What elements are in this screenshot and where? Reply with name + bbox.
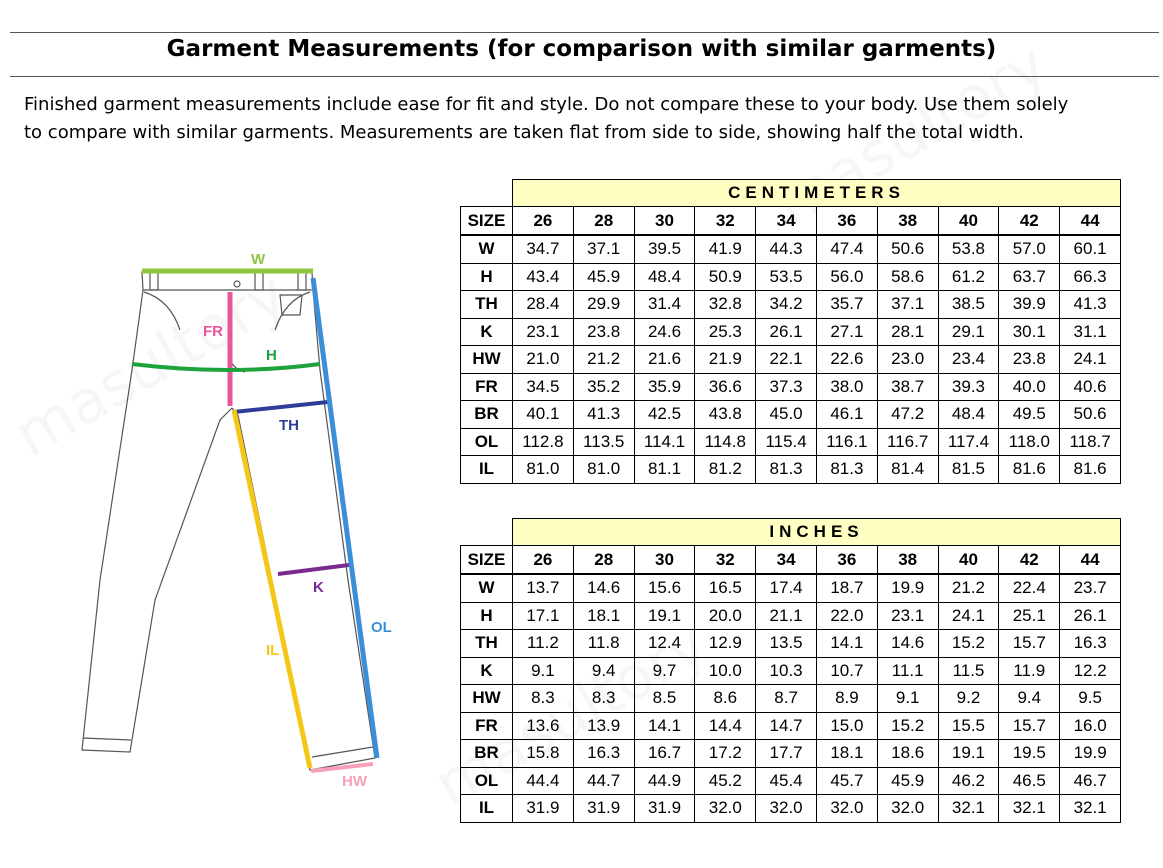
measurement-cell: 14.6: [877, 630, 938, 658]
measurement-cell: 41.3: [1060, 291, 1121, 319]
measurement-cell: 41.9: [695, 235, 756, 263]
measurement-cell: 28.1: [877, 318, 938, 346]
measurement-cell: 31.4: [634, 291, 695, 319]
k-line: [278, 565, 349, 574]
measurement-cell: 37.3: [756, 373, 817, 401]
measurement-cell: 114.1: [634, 428, 695, 456]
measurement-cell: 38.7: [877, 373, 938, 401]
measurement-cell: 18.7: [816, 574, 877, 602]
size-column-header: 30: [634, 207, 695, 236]
measurement-cell: 29.1: [938, 318, 999, 346]
measurement-cell: 45.0: [756, 401, 817, 429]
measurement-cell: 16.3: [573, 740, 634, 768]
measurement-cell: 30.1: [999, 318, 1060, 346]
measurement-cell: 39.5: [634, 235, 695, 263]
measurement-cell: 12.9: [695, 630, 756, 658]
table-row: [461, 767, 1121, 795]
table-row: [461, 602, 1121, 630]
size-column-header: 42: [999, 546, 1060, 575]
inches-table: [460, 518, 1121, 823]
row-label: H: [461, 602, 513, 630]
measurement-cell: 81.2: [695, 456, 756, 484]
row-label: HW: [461, 685, 513, 713]
measurement-cell: 61.2: [938, 263, 999, 291]
row-label: FR: [461, 712, 513, 740]
size-column-header: 38: [877, 546, 938, 575]
top-rule: [10, 32, 1159, 33]
measurement-cell: 42.5: [634, 401, 695, 429]
measurement-cell: 81.6: [1060, 456, 1121, 484]
measurement-cell: 31.1: [1060, 318, 1121, 346]
measurement-cell: 13.7: [513, 574, 574, 602]
measurement-cell: 20.0: [695, 602, 756, 630]
measurement-cell: 17.7: [756, 740, 817, 768]
measurement-cell: 81.4: [877, 456, 938, 484]
table-row: [461, 456, 1121, 484]
measurement-cell: 32.8: [695, 291, 756, 319]
ol-line: [313, 278, 377, 758]
h-line: [132, 364, 320, 370]
size-column-header: 32: [695, 207, 756, 236]
measurement-cell: 24.1: [1060, 346, 1121, 374]
measurement-cell: 49.5: [999, 401, 1060, 429]
measurement-cell: 9.1: [877, 685, 938, 713]
measurement-cell: 22.4: [999, 574, 1060, 602]
unit-header: CENTIMETERS: [513, 180, 1121, 207]
label-ol: OL: [371, 619, 392, 636]
measurement-cell: 48.4: [634, 263, 695, 291]
measurement-cell: 16.5: [695, 574, 756, 602]
measurement-cell: 21.6: [634, 346, 695, 374]
measurement-cell: 26.1: [1060, 602, 1121, 630]
size-column-header: 42: [999, 207, 1060, 236]
right-hem: [312, 747, 373, 757]
measurement-cell: 8.6: [695, 685, 756, 713]
measurement-cell: 50.6: [877, 235, 938, 263]
measurement-cell: 39.9: [999, 291, 1060, 319]
table-row: [461, 235, 1121, 263]
measurement-cell: 15.2: [877, 712, 938, 740]
measurement-cell: 40.6: [1060, 373, 1121, 401]
measurement-cell: 31.9: [513, 795, 574, 823]
measurement-cell: 15.5: [938, 712, 999, 740]
measurement-cell: 22.0: [816, 602, 877, 630]
measurement-cell: 117.4: [938, 428, 999, 456]
measurement-cell: 41.3: [573, 401, 634, 429]
measurement-cell: 8.7: [756, 685, 817, 713]
measurement-cell: 32.0: [816, 795, 877, 823]
measurement-cell: 25.3: [695, 318, 756, 346]
table-row: [461, 712, 1121, 740]
measurement-cell: 21.2: [573, 346, 634, 374]
measurement-cell: 45.2: [695, 767, 756, 795]
row-label: BR: [461, 401, 513, 429]
measurement-cell: 9.7: [634, 657, 695, 685]
table-row: [461, 373, 1121, 401]
measurement-cell: 32.1: [999, 795, 1060, 823]
measurement-cell: 23.1: [513, 318, 574, 346]
measurement-cell: 47.2: [877, 401, 938, 429]
row-label: W: [461, 574, 513, 602]
measurement-cell: 17.4: [756, 574, 817, 602]
measurement-cell: 21.9: [695, 346, 756, 374]
row-label: FR: [461, 373, 513, 401]
measurement-cell: 116.1: [816, 428, 877, 456]
measurement-cell: 12.2: [1060, 657, 1121, 685]
measurement-cell: 38.5: [938, 291, 999, 319]
measurement-cell: 23.7: [1060, 574, 1121, 602]
measurement-cell: 17.1: [513, 602, 574, 630]
measurement-cell: 9.4: [573, 657, 634, 685]
measurement-cell: 53.8: [938, 235, 999, 263]
label-th: TH: [279, 417, 299, 434]
measurement-cell: 23.8: [573, 318, 634, 346]
measurement-cell: 9.1: [513, 657, 574, 685]
measurement-cell: 118.0: [999, 428, 1060, 456]
table-row: [461, 263, 1121, 291]
measurement-cell: 36.6: [695, 373, 756, 401]
measurement-cell: 15.7: [999, 630, 1060, 658]
measurement-cell: 114.8: [695, 428, 756, 456]
measurement-cell: 46.1: [816, 401, 877, 429]
row-label: H: [461, 263, 513, 291]
measurement-cell: 13.6: [513, 712, 574, 740]
measurement-cell: 32.1: [1060, 795, 1121, 823]
measurement-cell: 32.0: [877, 795, 938, 823]
measurement-cell: 8.9: [816, 685, 877, 713]
measurement-cell: 66.3: [1060, 263, 1121, 291]
intro-line-1: Finished garment measurements include ease for fit and style. Do not compare these to your body. Use them solely: [24, 94, 1069, 115]
label-il: IL: [266, 642, 280, 659]
size-column-header: 44: [1060, 546, 1121, 575]
measurement-cell: 46.2: [938, 767, 999, 795]
measurement-cell: 12.4: [634, 630, 695, 658]
measurement-cell: 44.3: [756, 235, 817, 263]
measurement-cell: 39.3: [938, 373, 999, 401]
empty-corner: [461, 180, 513, 207]
measurement-cell: 46.5: [999, 767, 1060, 795]
measurement-cell: 81.1: [634, 456, 695, 484]
measurement-cell: 18.1: [573, 602, 634, 630]
front-pocket-left: [144, 292, 180, 330]
label-h: H: [266, 347, 277, 364]
measurement-cell: 38.0: [816, 373, 877, 401]
measurement-cell: 14.1: [634, 712, 695, 740]
measurement-cell: 37.1: [573, 235, 634, 263]
measurement-cell: 115.4: [756, 428, 817, 456]
measurement-cell: 23.0: [877, 346, 938, 374]
measurement-cell: 11.2: [513, 630, 574, 658]
measurement-cell: 21.0: [513, 346, 574, 374]
measurement-cell: 45.9: [573, 263, 634, 291]
table-row: [461, 740, 1121, 768]
size-column-header: 44: [1060, 207, 1121, 236]
measurement-cell: 116.7: [877, 428, 938, 456]
measurement-cell: 44.7: [573, 767, 634, 795]
measurement-cell: 18.1: [816, 740, 877, 768]
measurement-cell: 56.0: [816, 263, 877, 291]
measurement-cell: 31.9: [573, 795, 634, 823]
measurement-cell: 43.8: [695, 401, 756, 429]
measurement-cell: 37.1: [877, 291, 938, 319]
page-title: Garment Measurements (for comparison with similar garments): [166, 36, 997, 62]
size-column-header: 40: [938, 546, 999, 575]
measurement-cell: 58.6: [877, 263, 938, 291]
table-row: [461, 291, 1121, 319]
measurement-cell: 11.8: [573, 630, 634, 658]
measurement-cell: 29.9: [573, 291, 634, 319]
size-column-header: 28: [573, 207, 634, 236]
measurement-cell: 17.2: [695, 740, 756, 768]
centimeters-table: [460, 179, 1121, 484]
measurement-cell: 40.1: [513, 401, 574, 429]
measurement-cell: 8.5: [634, 685, 695, 713]
measurement-cell: 19.1: [938, 740, 999, 768]
size-header: SIZE: [461, 207, 513, 236]
table-row: [461, 401, 1121, 429]
size-column-header: 34: [756, 546, 817, 575]
label-w: W: [251, 251, 266, 268]
size-column-header: 28: [573, 546, 634, 575]
measurement-cell: 34.7: [513, 235, 574, 263]
row-label: OL: [461, 767, 513, 795]
table-row: [461, 657, 1121, 685]
measurement-cell: 22.1: [756, 346, 817, 374]
empty-corner: [461, 519, 513, 546]
measurement-cell: 27.1: [816, 318, 877, 346]
left-leg-outline: [82, 290, 232, 752]
row-label: BR: [461, 740, 513, 768]
measurement-cell: 81.3: [816, 456, 877, 484]
measurement-cell: 14.6: [573, 574, 634, 602]
measurement-cell: 48.4: [938, 401, 999, 429]
measurement-cell: 28.4: [513, 291, 574, 319]
measurement-cell: 63.7: [999, 263, 1060, 291]
measurement-cell: 11.1: [877, 657, 938, 685]
measurement-cell: 15.0: [816, 712, 877, 740]
measurement-cell: 35.9: [634, 373, 695, 401]
measurement-cell: 11.9: [999, 657, 1060, 685]
measurement-cell: 50.6: [1060, 401, 1121, 429]
measurement-cell: 21.2: [938, 574, 999, 602]
row-label: TH: [461, 630, 513, 658]
row-label: W: [461, 235, 513, 263]
size-column-header: 32: [695, 546, 756, 575]
measurement-cell: 35.7: [816, 291, 877, 319]
measurement-cell: 23.8: [999, 346, 1060, 374]
title-rule: [10, 76, 1159, 77]
measurement-cell: 40.0: [999, 373, 1060, 401]
size-column-header: 36: [816, 546, 877, 575]
measurement-cell: 118.7: [1060, 428, 1121, 456]
measurement-cell: 10.3: [756, 657, 817, 685]
measurement-cell: 50.9: [695, 263, 756, 291]
measurement-cell: 9.4: [999, 685, 1060, 713]
measurement-cell: 16.3: [1060, 630, 1121, 658]
il-line: [234, 410, 310, 768]
measurement-cell: 81.3: [756, 456, 817, 484]
measurement-cell: 14.1: [816, 630, 877, 658]
measurement-cell: 9.5: [1060, 685, 1121, 713]
size-column-header: 36: [816, 207, 877, 236]
row-label: IL: [461, 795, 513, 823]
measurement-cell: 32.1: [938, 795, 999, 823]
row-label: TH: [461, 291, 513, 319]
size-column-header: 38: [877, 207, 938, 236]
measurement-cell: 81.0: [573, 456, 634, 484]
right-leg-outline: [232, 290, 375, 770]
measurement-cell: 15.8: [513, 740, 574, 768]
measurement-cell: 8.3: [573, 685, 634, 713]
measurement-cell: 35.2: [573, 373, 634, 401]
table-row: [461, 318, 1121, 346]
label-k: K: [313, 579, 324, 596]
label-fr: FR: [203, 323, 223, 340]
measurement-cell: 18.6: [877, 740, 938, 768]
measurement-cell: 16.7: [634, 740, 695, 768]
measurement-cell: 47.4: [816, 235, 877, 263]
measurement-cell: 13.5: [756, 630, 817, 658]
intro-text: [24, 91, 1144, 147]
size-column-header: 34: [756, 207, 817, 236]
measurement-cell: 24.6: [634, 318, 695, 346]
measurement-cell: 25.1: [999, 602, 1060, 630]
row-label: OL: [461, 428, 513, 456]
measurement-cell: 81.5: [938, 456, 999, 484]
measurement-cell: 32.0: [756, 795, 817, 823]
measurement-cell: 15.2: [938, 630, 999, 658]
measurement-cell: 16.0: [1060, 712, 1121, 740]
table-row: [461, 574, 1121, 602]
size-header: SIZE: [461, 546, 513, 575]
measurement-cell: 11.5: [938, 657, 999, 685]
belt-loop: [298, 272, 306, 290]
measurement-cell: 19.5: [999, 740, 1060, 768]
measurement-cell: 22.6: [816, 346, 877, 374]
button-outline: [234, 281, 240, 287]
row-label: IL: [461, 456, 513, 484]
measurement-cell: 44.9: [634, 767, 695, 795]
measurement-cell: 44.4: [513, 767, 574, 795]
table-row: [461, 685, 1121, 713]
label-hw: HW: [342, 773, 367, 790]
measurement-cell: 23.4: [938, 346, 999, 374]
waistband-outline: [142, 272, 313, 290]
measurement-cell: 23.1: [877, 602, 938, 630]
row-label: K: [461, 657, 513, 685]
measurement-cell: 8.3: [513, 685, 574, 713]
table-row: [461, 346, 1121, 374]
belt-loop: [255, 272, 263, 290]
measurement-cell: 45.7: [816, 767, 877, 795]
th-line: [234, 402, 328, 412]
size-column-header: 30: [634, 546, 695, 575]
measurement-cell: 32.0: [695, 795, 756, 823]
measurement-cell: 34.2: [756, 291, 817, 319]
row-label: HW: [461, 346, 513, 374]
table-row: [461, 795, 1121, 823]
measurement-cell: 81.0: [513, 456, 574, 484]
measurement-cell: 45.4: [756, 767, 817, 795]
measurement-cell: 81.6: [999, 456, 1060, 484]
measurement-cell: 31.9: [634, 795, 695, 823]
measurement-cell: 19.9: [1060, 740, 1121, 768]
measurement-cell: 10.0: [695, 657, 756, 685]
measurement-cell: 15.6: [634, 574, 695, 602]
measurement-cell: 14.4: [695, 712, 756, 740]
unit-header: INCHES: [513, 519, 1121, 546]
belt-loop: [150, 272, 158, 290]
measurement-cell: 34.5: [513, 373, 574, 401]
size-column-header: 26: [513, 207, 574, 236]
row-label: K: [461, 318, 513, 346]
intro-line-2: to compare with similar garments. Measurements are taken flat from side to side, showing half the total width.: [24, 122, 1025, 143]
measurement-cell: 9.2: [938, 685, 999, 713]
measurement-cell: 53.5: [756, 263, 817, 291]
measurement-cell: 14.7: [756, 712, 817, 740]
measurement-cell: 46.7: [1060, 767, 1121, 795]
jeans-diagram: [70, 240, 430, 800]
table-row: [461, 428, 1121, 456]
measurement-cell: 45.9: [877, 767, 938, 795]
measurement-cell: 10.7: [816, 657, 877, 685]
measurement-cell: 26.1: [756, 318, 817, 346]
size-column-header: 40: [938, 207, 999, 236]
measurement-cell: 19.1: [634, 602, 695, 630]
table-row: [461, 630, 1121, 658]
measurement-cell: 19.9: [877, 574, 938, 602]
measurement-cell: 15.7: [999, 712, 1060, 740]
measurement-cell: 43.4: [513, 263, 574, 291]
measurement-cell: 57.0: [999, 235, 1060, 263]
measurement-cell: 112.8: [513, 428, 574, 456]
measurement-cell: 113.5: [573, 428, 634, 456]
measurement-cell: 13.9: [573, 712, 634, 740]
size-column-header: 26: [513, 546, 574, 575]
measurement-cell: 24.1: [938, 602, 999, 630]
measurement-cell: 21.1: [756, 602, 817, 630]
measurement-cell: 60.1: [1060, 235, 1121, 263]
left-hem: [83, 738, 131, 740]
